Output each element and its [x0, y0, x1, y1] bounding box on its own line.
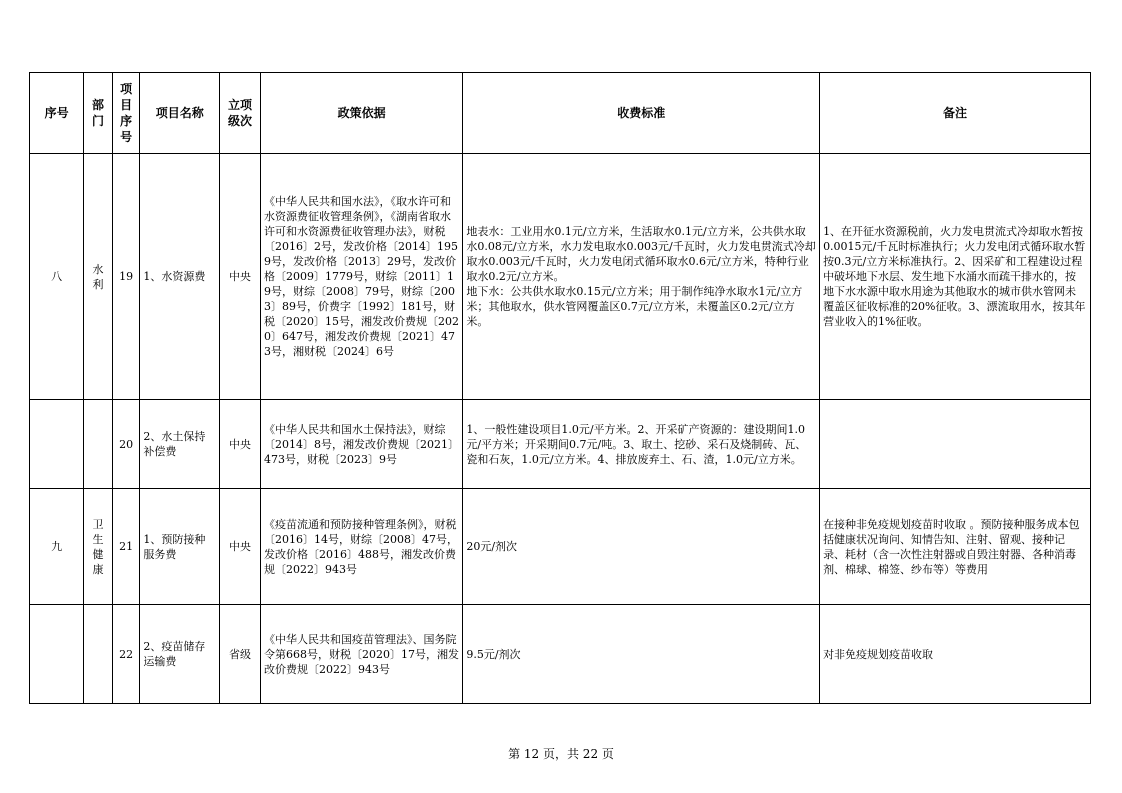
cell-standard: 20元/剂次 [463, 489, 820, 605]
cell-dept [84, 400, 113, 489]
cell-dept [84, 605, 113, 704]
header-dept: 部门 [84, 73, 113, 154]
cell-seq [30, 605, 84, 704]
fee-table [29, 72, 1091, 704]
standard-surface-water: 地表水：工业用水0.1元/立方米，生活取水0.1元/立方米，公共供水取水0.08元/立方米，水力发电取水0.003元/千瓦时，火力发电贯流式冷却取水0.003元/千瓦时，火力发电闭式循环取水0.6元/立方米，特种行业取水0.2元/立方米。 [466, 225, 816, 283]
cell-item-name: 2、疫苗储存运输费 [140, 605, 220, 704]
cell-level: 省级 [220, 605, 261, 704]
cell-standard [463, 154, 820, 400]
cell-policy: 《中华人民共和国疫苗管理法》、国务院令第668号，财税〔2020〕17号，湘发改价费规〔2022〕943号 [260, 605, 462, 704]
cell-level: 中央 [220, 489, 261, 605]
cell-seq: 九 [30, 489, 84, 605]
cell-dept: 卫生健康 [84, 489, 113, 605]
table-row [30, 605, 1091, 704]
cell-level: 中央 [220, 154, 261, 400]
table-row [30, 489, 1091, 605]
header-standard: 收费标准 [463, 73, 820, 154]
cell-standard: 1、一般性建设项目1.0元/平方米。2、开采矿产资源的：建设期间1.0元/平方米；开采期间0.7元/吨。3、取土、挖砂、采石及烧制砖、瓦、瓷和石灰，1.0元/立方米。4、排放废弃土、石、渣，1.0元/立方米。 [463, 400, 820, 489]
cell-remark: 1、在开征水资源税前，火力发电贯流式冷却取水暂按0.0015元/千瓦时标准执行；火力发电闭式循环取水暂按0.3元/立方米标准执行。2、因采矿和工程建设过程中破坏地下水层、发生地下水涌水而疏干排水的，按地下水水源中取水用途为其他取水的城市供水管网未覆盖区征收标准的20%征收。3、漂流取用水，按其年营业收入的1%征收。 [820, 154, 1091, 400]
header-item-no: 项目序号 [112, 73, 140, 154]
cell-item-name: 1、预防接种服务费 [140, 489, 220, 605]
cell-item-no: 19 [112, 154, 140, 400]
header-policy: 政策依据 [260, 73, 462, 154]
table-row [30, 400, 1091, 489]
cell-seq [30, 400, 84, 489]
cell-item-no: 20 [112, 400, 140, 489]
cell-item-name: 1、水资源费 [140, 154, 220, 400]
cell-standard: 9.5元/剂次 [463, 605, 820, 704]
table-row [30, 154, 1091, 400]
cell-seq: 八 [30, 154, 84, 400]
header-row [30, 73, 1091, 154]
cell-policy: 《疫苗流通和预防接种管理条例》，财税〔2016〕14号，财综〔2008〕47号，发改价格〔2016〕488号，湘发改价费规〔2022〕943号 [260, 489, 462, 605]
cell-dept: 水利 [84, 154, 113, 400]
standard-ground-water: 地下水：公共供水取水0.15元/立方米；用于制作纯净水取水1元/立方米；其他取水，供水管网覆盖区0.7元/立方米，未覆盖区0.2元/立方米。 [466, 285, 803, 328]
cell-level: 中央 [220, 400, 261, 489]
cell-remark [820, 400, 1091, 489]
cell-policy: 《中华人民共和国水法》，《取水许可和水资源费征收管理条例》，《湖南省取水许可和水资源费征收管理办法》，财税〔2016〕2号，发改价格〔2014〕1959号，发改价格〔2013〕29号，发改价格〔2009〕1779号，财综〔2011〕19号，财综〔2008〕79号，财综〔2003〕89号，价费字〔1992〕181号，财税〔2020〕15号，湘发改价费规〔2020〕647号，湘发改价费规〔2021〕473号，湘财税〔2024〕6号 [260, 154, 462, 400]
page-footer: 第 12 页，共 22 页 [508, 747, 614, 761]
header-remark: 备注 [820, 73, 1091, 154]
cell-item-no: 22 [112, 605, 140, 704]
cell-remark: 在接种非免疫规划疫苗时收取 。预防接种服务成本包括健康状况询问、知情告知、注射、留观、接种记录、耗材（含一次性注射器或自毁注射器、各种消毒剂、棉球、棉签、纱布等）等费用 [820, 489, 1091, 605]
cell-remark: 对非免疫规划疫苗收取 [820, 605, 1091, 704]
cell-item-no: 21 [112, 489, 140, 605]
cell-policy: 《中华人民共和国水土保持法》，财综〔2014〕8号，湘发改价费规〔2021〕473号，财税〔2023〕9号 [260, 400, 462, 489]
cell-item-name: 2、水土保持补偿费 [140, 400, 220, 489]
header-item-name: 项目名称 [140, 73, 220, 154]
header-level: 立项级次 [220, 73, 261, 154]
header-seq: 序号 [30, 73, 84, 154]
